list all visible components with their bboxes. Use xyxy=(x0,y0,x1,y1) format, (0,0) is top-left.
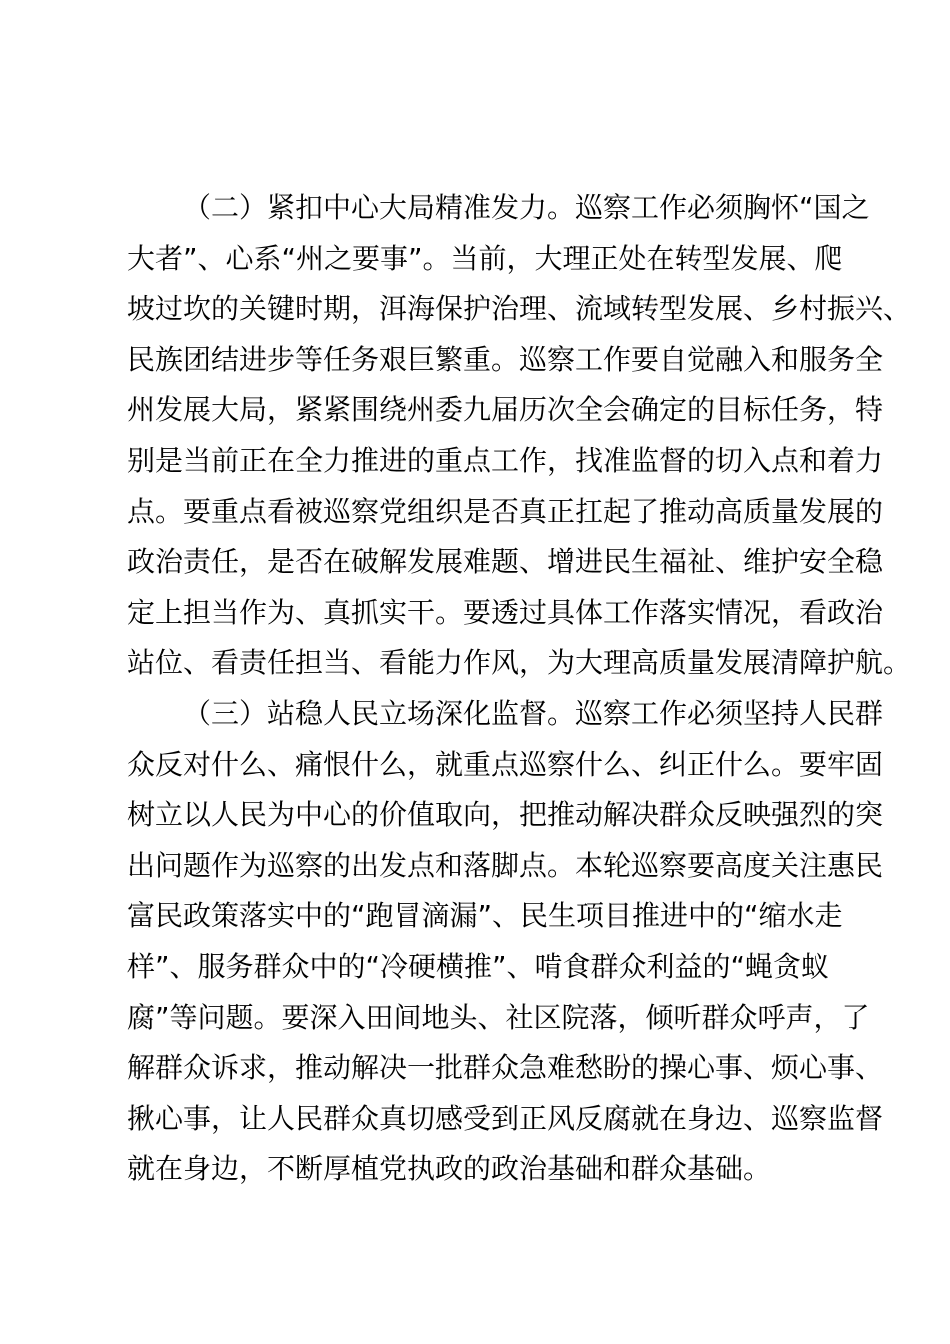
paragraph-3-line-4: 出问题作为巡察的出发点和落脚点。本轮巡察要高度关注惠民 xyxy=(127,848,884,882)
paragraph-2-line-1: （二）紧扣中心大局精准发力。巡察工作必须胸怀“国之 xyxy=(183,191,870,224)
paragraph-2-line-3: 坡过坎的关键时期，洱海保护治理、流域转型发展、乡村振兴、 xyxy=(127,292,912,326)
paragraph-3-line-3: 树立以人民为中心的价值取向，把推动解决群众反映强烈的突 xyxy=(127,798,884,832)
paragraph-2-line-10: 站位、看责任担当、看能力作风，为大理高质量发展清障护航。 xyxy=(127,646,912,680)
paragraph-3-line-9: 揪心事，让人民群众真切感受到正风反腐就在身边、巡察监督 xyxy=(127,1101,884,1135)
paragraph-2-line-5: 州发展大局，紧紧围绕州委九届历次全会确定的目标任务，特 xyxy=(127,393,884,427)
paragraph-2-line-2: 大者”、心系“州之要事”。当前，大理正处在转型发展、爬 xyxy=(127,241,843,275)
paragraph-3-line-8: 解群众诉求，推动解决一批群众急难愁盼的操心事、烦心事、 xyxy=(127,1051,884,1085)
paragraph-3-line-2: 众反对什么、痛恨什么，就重点巡察什么、纠正什么。要牢固 xyxy=(127,747,884,781)
paragraph-2-line-9: 定上担当作为、真抓实干。要透过具体工作落实情况，看政治 xyxy=(127,595,884,629)
paragraph-3-line-10: 就在身边，不断厚植党执政的政治基础和群众基础。 xyxy=(127,1152,772,1186)
paragraph-2-line-7: 点。要重点看被巡察党组织是否真正扛起了推动高质量发展的 xyxy=(127,494,884,528)
paragraph-3-line-7: 腐”等问题。要深入田间地头、社区院落，倾听群众呼声，了 xyxy=(127,1000,870,1034)
paragraph-2-line-8: 政治责任，是否在破解发展难题、增进民生福祉、维护安全稳 xyxy=(127,545,884,579)
paragraph-2-line-6: 别是当前正在全力推进的重点工作，找准监督的切入点和着力 xyxy=(127,443,884,477)
document-body xyxy=(127,183,912,1195)
paragraph-3-line-6: 样”、服务群众中的“冷硬横推”、啃食群众利益的“蝇贪蚁 xyxy=(127,949,830,983)
paragraph-2-line-4: 民族团结进步等任务艰巨繁重。巡察工作要自觉融入和服务全 xyxy=(127,342,884,376)
paragraph-3-line-5: 富民政策落实中的“跑冒滴漏”、民生项目推进中的“缩水走 xyxy=(127,899,843,933)
paragraph-3-line-1: （三）站稳人民立场深化监督。巡察工作必须坚持人民群 xyxy=(183,696,884,730)
